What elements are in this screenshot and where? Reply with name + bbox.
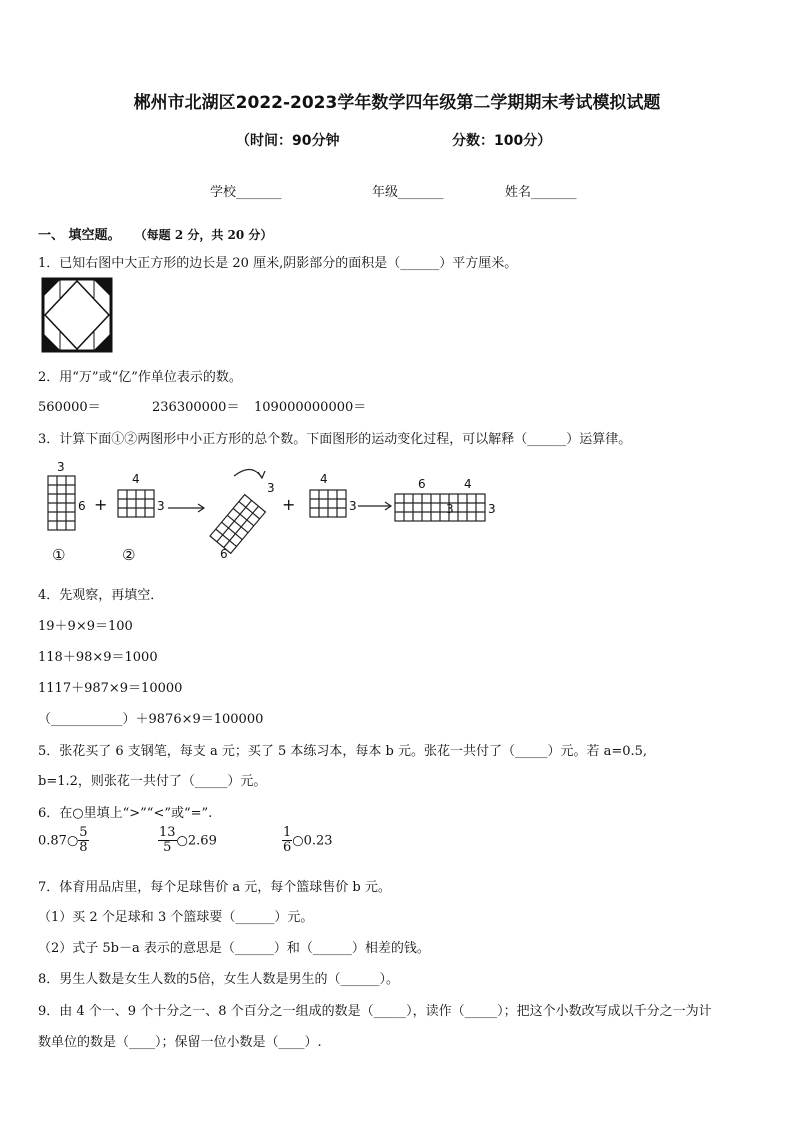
q4-line-4: （___________）＋9876×9＝100000 [38, 712, 264, 727]
exam-time: （时间：90分钟 [236, 133, 340, 149]
name-field: 姓名_______ [505, 185, 577, 200]
multiplication-law-figure [38, 458, 498, 568]
fig-label-3b: 3 [157, 499, 165, 513]
fig-label-r3b: 3 [488, 502, 496, 516]
question-7: 7．体育用品店里，每个足球售价 a 元，每个篮球售价 b 元。 [38, 880, 391, 895]
question-3: 3．计算下面①②两图形中小正方形的总个数。下面图形的运动变化过程，可以解释（______）运算律。 [38, 432, 632, 447]
fig-label-rot3: 3 [267, 481, 275, 495]
question-4: 4．先观察，再填空． [38, 588, 164, 603]
q6-a-left: 0.87○ [38, 833, 79, 849]
q6-b-right: ○2.69 [176, 833, 217, 849]
q2-item-3: 109000000000＝ [254, 400, 367, 415]
q6-b-fraction [158, 826, 177, 856]
q6-c-fraction [282, 826, 292, 856]
question-8: 8．男生人数是女生人数的5倍，女生人数是男生的（______）。 [38, 972, 400, 987]
fig-label-3: 3 [57, 460, 65, 474]
q6-a-num: 5 [79, 825, 88, 840]
fig-label-r4: 4 [464, 477, 472, 491]
q6-b-num: 13 [159, 825, 176, 840]
question-9-line-2: 数单位的数是（____）；保留一位小数是（____）. [38, 1035, 322, 1050]
q6-compare-a [38, 826, 89, 856]
question-9-line-1: 9．由 4 个一、9 个十分之一、8 个百分之一组成的数是（_____），读作（_____）；把这个小数改写成以千分之一为计 [38, 1004, 712, 1019]
question-2: 2．用“万”或“亿”作单位表示的数。 [38, 370, 242, 385]
question-5-line-2: b=1.2，则张花一共付了（_____）元。 [38, 774, 267, 789]
q2-item-1: 560000＝ [38, 400, 101, 415]
q4-line-1: 19＋9×9＝100 [38, 619, 133, 634]
square-shaded-figure [40, 276, 114, 354]
fig-plus-2: + [282, 495, 296, 514]
fig-circle-1: ① [52, 546, 66, 564]
fig-label-rot6: 6 [220, 547, 228, 561]
exam-score: 分数：100分） [452, 133, 552, 149]
question-5-line-1: 5．张花买了 6 支钢笔，每支 a 元；买了 5 本练习本，每本 b 元。张花一共付了（_____）元。若 a=0.5, [38, 744, 648, 759]
question-6: 6．在○里填上“>”“<”或“=”. [38, 806, 213, 821]
fig-label-6: 6 [78, 499, 86, 513]
fig-circle-2: ② [122, 546, 136, 564]
page-title: 郴州市北湖区2022-2023学年数学四年级第二学期期末考试模拟试题 [133, 93, 661, 113]
fig-plus-1: + [94, 495, 108, 514]
q6-compare-b [158, 826, 217, 856]
section-heading [38, 224, 272, 243]
grade-field: 年级_______ [372, 185, 444, 200]
q7-part-2: （2）式子 5b－a 表示的意思是（______）和（______）相差的钱。 [38, 941, 430, 956]
q6-b-den: 5 [163, 840, 172, 856]
q6-a-fraction [78, 826, 88, 856]
section-title: 一、 填空题。 [38, 228, 121, 243]
q6-c-right: ○0.23 [292, 833, 333, 849]
school-field: 学校_______ [210, 185, 282, 200]
q7-part-1: （1）买 2 个足球和 3 个篮球要（______）元。 [38, 910, 314, 925]
section-note: （每题 2 分，共 20 分） [134, 228, 273, 242]
fig-label-4: 4 [132, 472, 140, 486]
fig-label-r6: 6 [418, 477, 426, 491]
fig-label-r3a: 3 [446, 502, 454, 516]
q6-c-num: 1 [283, 825, 292, 840]
q6-compare-c [282, 826, 333, 856]
fig-label-3c: 3 [349, 499, 357, 513]
question-1: 1．已知右图中大正方形的边长是 20 厘米,阴影部分的面积是（______）平方厘米。 [38, 256, 518, 271]
q4-line-3: 1117＋987×9＝10000 [38, 681, 183, 696]
q4-line-2: 118＋98×9＝1000 [38, 650, 158, 665]
fig-label-4b: 4 [320, 472, 328, 486]
q6-c-den: 6 [283, 840, 292, 856]
q2-item-2: 236300000＝ [152, 400, 240, 415]
q6-a-den: 8 [79, 840, 88, 856]
